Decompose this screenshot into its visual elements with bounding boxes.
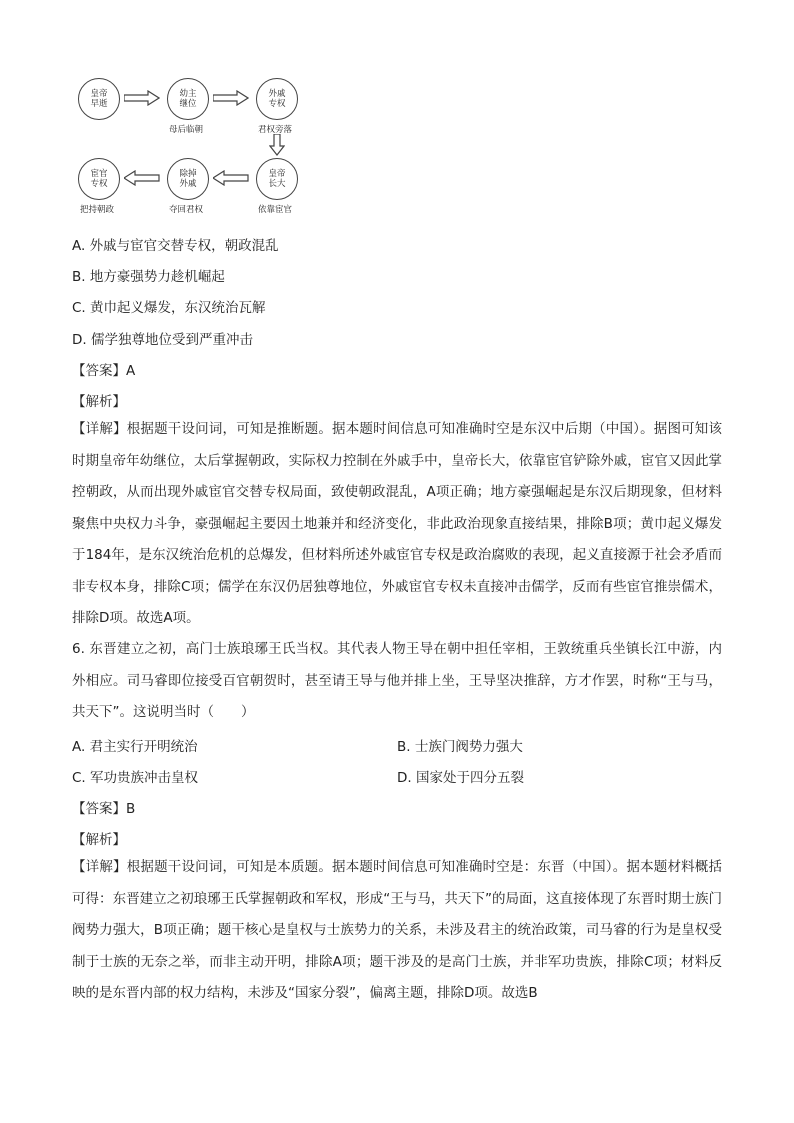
arrow-left-2 [124, 170, 160, 186]
q6-detail: 【详解】根据题干设问词，可知是本质题。据本题时间信息可知准确时空是：东晋（中国）。据本题材料概括可得：东晋建立之初琅琊王氏掌握朝政和军权，形成“王与马，共天下”的局面，这直接体现了东晋时期士族门阀势力强大，B项正确；题干核心是皇权与士族势力的关系，未涉及君主的统治政策，司马睿的行为是皇权受制于士族的无奈之举，而非主动开明，排除A项；题干涉及的是高门士族，并非军功贵族，排除C项；材料反映的是东晋内部的权力结构，未涉及“国家分裂”，偏离主题，排除D项。故选B [72, 859, 722, 1001]
node-remove-consort: 除掉外戚 [167, 158, 209, 200]
arrow-left-1 [213, 170, 249, 186]
arrow-down [269, 134, 285, 156]
node-emperor-grown: 皇帝长大 [256, 158, 298, 200]
q5-option-a: A. 外戚与宦官交替专权，朝政混乱 [72, 238, 279, 254]
q5-detail: 【详解】根据题干设问词，可知是推断题。据本题时间信息可知准确时空是东汉中后期（中国）。据图可知该时期皇帝年幼继位，太后掌握朝政，实际权力控制在外戚手中，皇帝长大，依靠宦官铲除外戚，宦官又因此掌控朝政，从而出现外戚宦官交替专权局面，致使朝政混乱，A项正确；地方豪强崛起是东汉后期现象，但材料聚焦中央权力斗争，豪强崛起主要因土地兼并和经济变化，非此政治现象直接结果，排除B项；黄巾起义爆发于184年，是东汉统治危机的总爆发，但材料所述外戚宦官专权是政治腐败的表现，起义直接源于社会矛盾而非专权本身，排除C项；儒学在东汉仍居独尊地位，外戚宦官专权未直接冲击儒学，反而有些宦官推崇儒术，排除D项。故选A项。 [72, 421, 722, 626]
caption-remove-consort: 夺回君权 [169, 205, 204, 215]
q6-option-b: B. 士族门阀势力强大 [397, 739, 523, 755]
caption-consort-clan: 君权旁落 [258, 125, 293, 135]
q6-option-d: D. 国家处于四分五裂 [397, 770, 524, 786]
q5-option-b: B. 地方豪强势力趁机崛起 [72, 269, 225, 285]
caption-eunuch: 把持朝政 [80, 205, 115, 215]
caption-emperor-grown: 依靠宦官 [258, 205, 293, 215]
q5-option-c: C. 黄巾起义爆发，东汉统治瓦解 [72, 300, 266, 316]
caption-young-ruler: 母后临朝 [169, 125, 204, 135]
q5-option-d: D. 儒学独尊地位受到严重冲击 [72, 332, 253, 348]
arrow-right-2 [213, 90, 249, 106]
q6-option-c: C. 军功贵族冲击皇权 [72, 770, 199, 786]
q5-analysis-label: 【解析】 [72, 394, 126, 410]
flow-diagram [60, 70, 320, 220]
arrow-right-1 [124, 90, 160, 106]
q6-stem: 6. 东晋建立之初，高门士族琅琊王氏当权。其代表人物王导在朝中担任宰相，王敦统重兵坐镇长江中游，内外相应。司马睿即位接受百官朝贺时，甚至请王导与他并排上坐，王导坚决推辞，方才作罢，时称“王与马，共天下”。这说明当时（ ） [72, 641, 722, 720]
q5-answer: 【答案】A [72, 363, 136, 379]
node-eunuch: 宦官专权 [78, 158, 120, 200]
node-emperor-early-death: 皇帝早逝 [78, 78, 120, 120]
q6-option-a: A. 君主实行开明统治 [72, 739, 198, 755]
q6-analysis-label: 【解析】 [72, 832, 126, 848]
q6-answer: 【答案】B [72, 801, 136, 817]
node-consort-clan: 外戚专权 [256, 78, 298, 120]
node-young-ruler: 幼主继位 [167, 78, 209, 120]
